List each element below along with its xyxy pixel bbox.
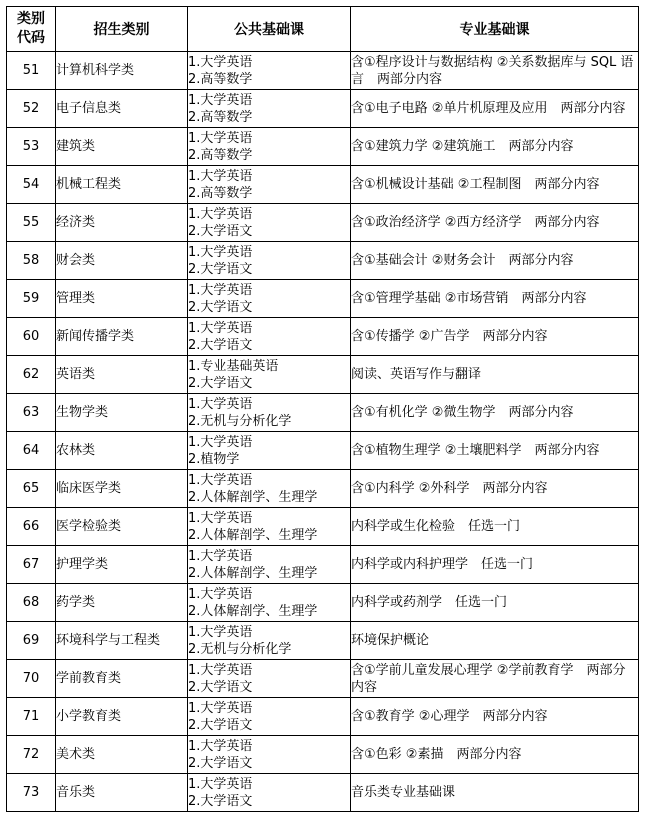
public-courses-cell — [188, 52, 351, 90]
public-course-1: 1.大学英语 — [188, 244, 253, 260]
public-course-2: 2.大学语文 — [188, 717, 253, 733]
category-code-cell: 53 — [7, 128, 56, 166]
public-courses-cell — [188, 508, 351, 546]
public-courses-cell — [188, 356, 351, 394]
public-course-2: 2.大学语文 — [188, 299, 253, 315]
public-course-2: 2.大学语文 — [188, 755, 253, 771]
table-row — [7, 242, 639, 280]
public-courses-cell — [188, 280, 351, 318]
category-name-cell: 护理学类 — [56, 546, 188, 584]
table-row — [7, 470, 639, 508]
category-name-cell: 建筑类 — [56, 128, 188, 166]
major-courses-cell: 含①机械设计基础 ②工程制图 两部分内容 — [351, 166, 639, 204]
table-row — [7, 318, 639, 356]
category-code-cell: 55 — [7, 204, 56, 242]
public-courses-cell — [188, 394, 351, 432]
category-code-cell: 73 — [7, 774, 56, 812]
public-course-1: 1.大学英语 — [188, 738, 253, 754]
public-course-1: 1.大学英语 — [188, 548, 253, 564]
major-courses-cell: 含①有机化学 ②微生物学 两部分内容 — [351, 394, 639, 432]
public-course-1: 1.大学英语 — [188, 586, 253, 602]
header-major-courses: 专业基础课 — [351, 7, 639, 52]
category-name-cell: 临床医学类 — [56, 470, 188, 508]
category-name-cell: 电子信息类 — [56, 90, 188, 128]
public-course-2: 2.人体解剖学、生理学 — [188, 565, 318, 581]
table-row — [7, 774, 639, 812]
table-row — [7, 432, 639, 470]
public-course-1: 1.大学英语 — [188, 434, 253, 450]
public-courses-cell — [188, 698, 351, 736]
category-code-cell: 62 — [7, 356, 56, 394]
public-courses-cell — [188, 470, 351, 508]
table-row — [7, 204, 639, 242]
header-code-line2: 代码 — [17, 30, 45, 46]
major-courses-cell: 含①基础会计 ②财务会计 两部分内容 — [351, 242, 639, 280]
table-header — [7, 7, 639, 52]
public-course-2: 2.无机与分析化学 — [188, 413, 292, 429]
category-name-cell: 环境科学与工程类 — [56, 622, 188, 660]
public-course-2: 2.人体解剖学、生理学 — [188, 527, 318, 543]
header-code-line1: 类别 — [17, 11, 45, 27]
major-courses-cell: 含①内科学 ②外科学 两部分内容 — [351, 470, 639, 508]
public-courses-cell — [188, 242, 351, 280]
category-name-cell: 机械工程类 — [56, 166, 188, 204]
public-course-1: 1.大学英语 — [188, 662, 253, 678]
category-name-cell: 医学检验类 — [56, 508, 188, 546]
category-code-cell: 71 — [7, 698, 56, 736]
category-code-cell: 69 — [7, 622, 56, 660]
category-name-cell: 美术类 — [56, 736, 188, 774]
public-course-2: 2.植物学 — [188, 451, 240, 467]
public-course-1: 1.大学英语 — [188, 472, 253, 488]
category-name-cell: 小学教育类 — [56, 698, 188, 736]
table-row — [7, 128, 639, 166]
category-code-cell: 54 — [7, 166, 56, 204]
public-course-1: 1.大学英语 — [188, 206, 253, 222]
table-row — [7, 584, 639, 622]
table-row — [7, 736, 639, 774]
public-course-2: 2.大学语文 — [188, 223, 253, 239]
header-row — [7, 7, 639, 52]
public-course-2: 2.人体解剖学、生理学 — [188, 489, 318, 505]
major-courses-cell: 音乐类专业基础课 — [351, 774, 639, 812]
major-courses-cell: 环境保护概论 — [351, 622, 639, 660]
category-code-cell: 59 — [7, 280, 56, 318]
table-row — [7, 394, 639, 432]
category-code-cell: 72 — [7, 736, 56, 774]
category-name-cell: 学前教育类 — [56, 660, 188, 698]
public-courses-cell — [188, 204, 351, 242]
major-courses-cell: 内科学或内科护理学 任选一门 — [351, 546, 639, 584]
category-name-cell: 管理类 — [56, 280, 188, 318]
category-code-cell: 67 — [7, 546, 56, 584]
major-courses-cell: 阅读、英语写作与翻译 — [351, 356, 639, 394]
public-course-2: 2.大学语文 — [188, 679, 253, 695]
category-code-cell: 70 — [7, 660, 56, 698]
table-row — [7, 52, 639, 90]
public-course-1: 1.大学英语 — [188, 130, 253, 146]
table-body — [7, 52, 639, 812]
category-code-cell: 68 — [7, 584, 56, 622]
public-course-2: 2.高等数学 — [188, 147, 253, 163]
major-courses-cell: 含①建筑力学 ②建筑施工 两部分内容 — [351, 128, 639, 166]
major-courses-cell: 含①管理学基础 ②市场营销 两部分内容 — [351, 280, 639, 318]
public-courses-cell — [188, 584, 351, 622]
major-courses-cell: 含①政治经济学 ②西方经济学 两部分内容 — [351, 204, 639, 242]
public-courses-cell — [188, 90, 351, 128]
table-row — [7, 546, 639, 584]
public-course-2: 2.大学语文 — [188, 261, 253, 277]
public-courses-cell — [188, 318, 351, 356]
major-courses-cell: 含①程序设计与数据结构 ②关系数据库与 SQL 语言 两部分内容 — [351, 52, 639, 90]
table-row — [7, 508, 639, 546]
public-course-1: 1.大学英语 — [188, 396, 253, 412]
public-course-2: 2.高等数学 — [188, 109, 253, 125]
public-courses-cell — [188, 166, 351, 204]
public-course-1: 1.大学英语 — [188, 510, 253, 526]
category-code-cell: 51 — [7, 52, 56, 90]
public-course-1: 1.大学英语 — [188, 624, 253, 640]
category-name-cell: 农林类 — [56, 432, 188, 470]
major-courses-cell: 含①电子电路 ②单片机原理及应用 两部分内容 — [351, 90, 639, 128]
category-code-cell: 65 — [7, 470, 56, 508]
public-course-2: 2.大学语文 — [188, 793, 253, 809]
public-course-2: 2.高等数学 — [188, 185, 253, 201]
public-courses-cell — [188, 546, 351, 584]
major-courses-cell: 内科学或生化检验 任选一门 — [351, 508, 639, 546]
public-course-1: 1.大学英语 — [188, 168, 253, 184]
category-code-cell: 64 — [7, 432, 56, 470]
category-name-cell: 计算机科学类 — [56, 52, 188, 90]
major-courses-cell: 含①学前儿童发展心理学 ②学前教育学 两部分内容 — [351, 660, 639, 698]
public-course-1: 1.大学英语 — [188, 700, 253, 716]
table-row — [7, 356, 639, 394]
public-course-2: 2.高等数学 — [188, 71, 253, 87]
category-code-cell: 58 — [7, 242, 56, 280]
table-row — [7, 90, 639, 128]
category-name-cell: 经济类 — [56, 204, 188, 242]
category-code-cell: 52 — [7, 90, 56, 128]
public-course-1: 1.大学英语 — [188, 282, 253, 298]
public-course-2: 2.大学语文 — [188, 375, 253, 391]
public-course-2: 2.人体解剖学、生理学 — [188, 603, 318, 619]
public-courses-cell — [188, 128, 351, 166]
table-row — [7, 660, 639, 698]
course-table — [6, 6, 639, 812]
major-courses-cell: 含①教育学 ②心理学 两部分内容 — [351, 698, 639, 736]
public-courses-cell — [188, 622, 351, 660]
major-courses-cell: 含①色彩 ②素描 两部分内容 — [351, 736, 639, 774]
table-row — [7, 698, 639, 736]
header-category: 招生类别 — [56, 7, 188, 52]
category-name-cell: 财会类 — [56, 242, 188, 280]
category-name-cell: 音乐类 — [56, 774, 188, 812]
public-courses-cell — [188, 660, 351, 698]
category-code-cell: 63 — [7, 394, 56, 432]
category-name-cell: 生物学类 — [56, 394, 188, 432]
category-name-cell: 新闻传播学类 — [56, 318, 188, 356]
public-courses-cell — [188, 736, 351, 774]
public-course-1: 1.大学英语 — [188, 92, 253, 108]
public-course-1: 1.大学英语 — [188, 776, 253, 792]
header-public-courses: 公共基础课 — [188, 7, 351, 52]
major-courses-cell: 含①传播学 ②广告学 两部分内容 — [351, 318, 639, 356]
public-course-1: 1.大学英语 — [188, 320, 253, 336]
public-course-2: 2.大学语文 — [188, 337, 253, 353]
major-courses-cell: 内科学或药剂学 任选一门 — [351, 584, 639, 622]
public-courses-cell — [188, 774, 351, 812]
public-course-1: 1.大学英语 — [188, 54, 253, 70]
category-code-cell: 60 — [7, 318, 56, 356]
public-courses-cell — [188, 432, 351, 470]
header-category-code — [7, 7, 56, 52]
category-code-cell: 66 — [7, 508, 56, 546]
public-course-2: 2.无机与分析化学 — [188, 641, 292, 657]
table-row — [7, 280, 639, 318]
table-row — [7, 622, 639, 660]
category-name-cell: 英语类 — [56, 356, 188, 394]
major-courses-cell: 含①植物生理学 ②土壤肥料学 两部分内容 — [351, 432, 639, 470]
public-course-1: 1.专业基础英语 — [188, 358, 279, 374]
category-name-cell: 药学类 — [56, 584, 188, 622]
table-row — [7, 166, 639, 204]
